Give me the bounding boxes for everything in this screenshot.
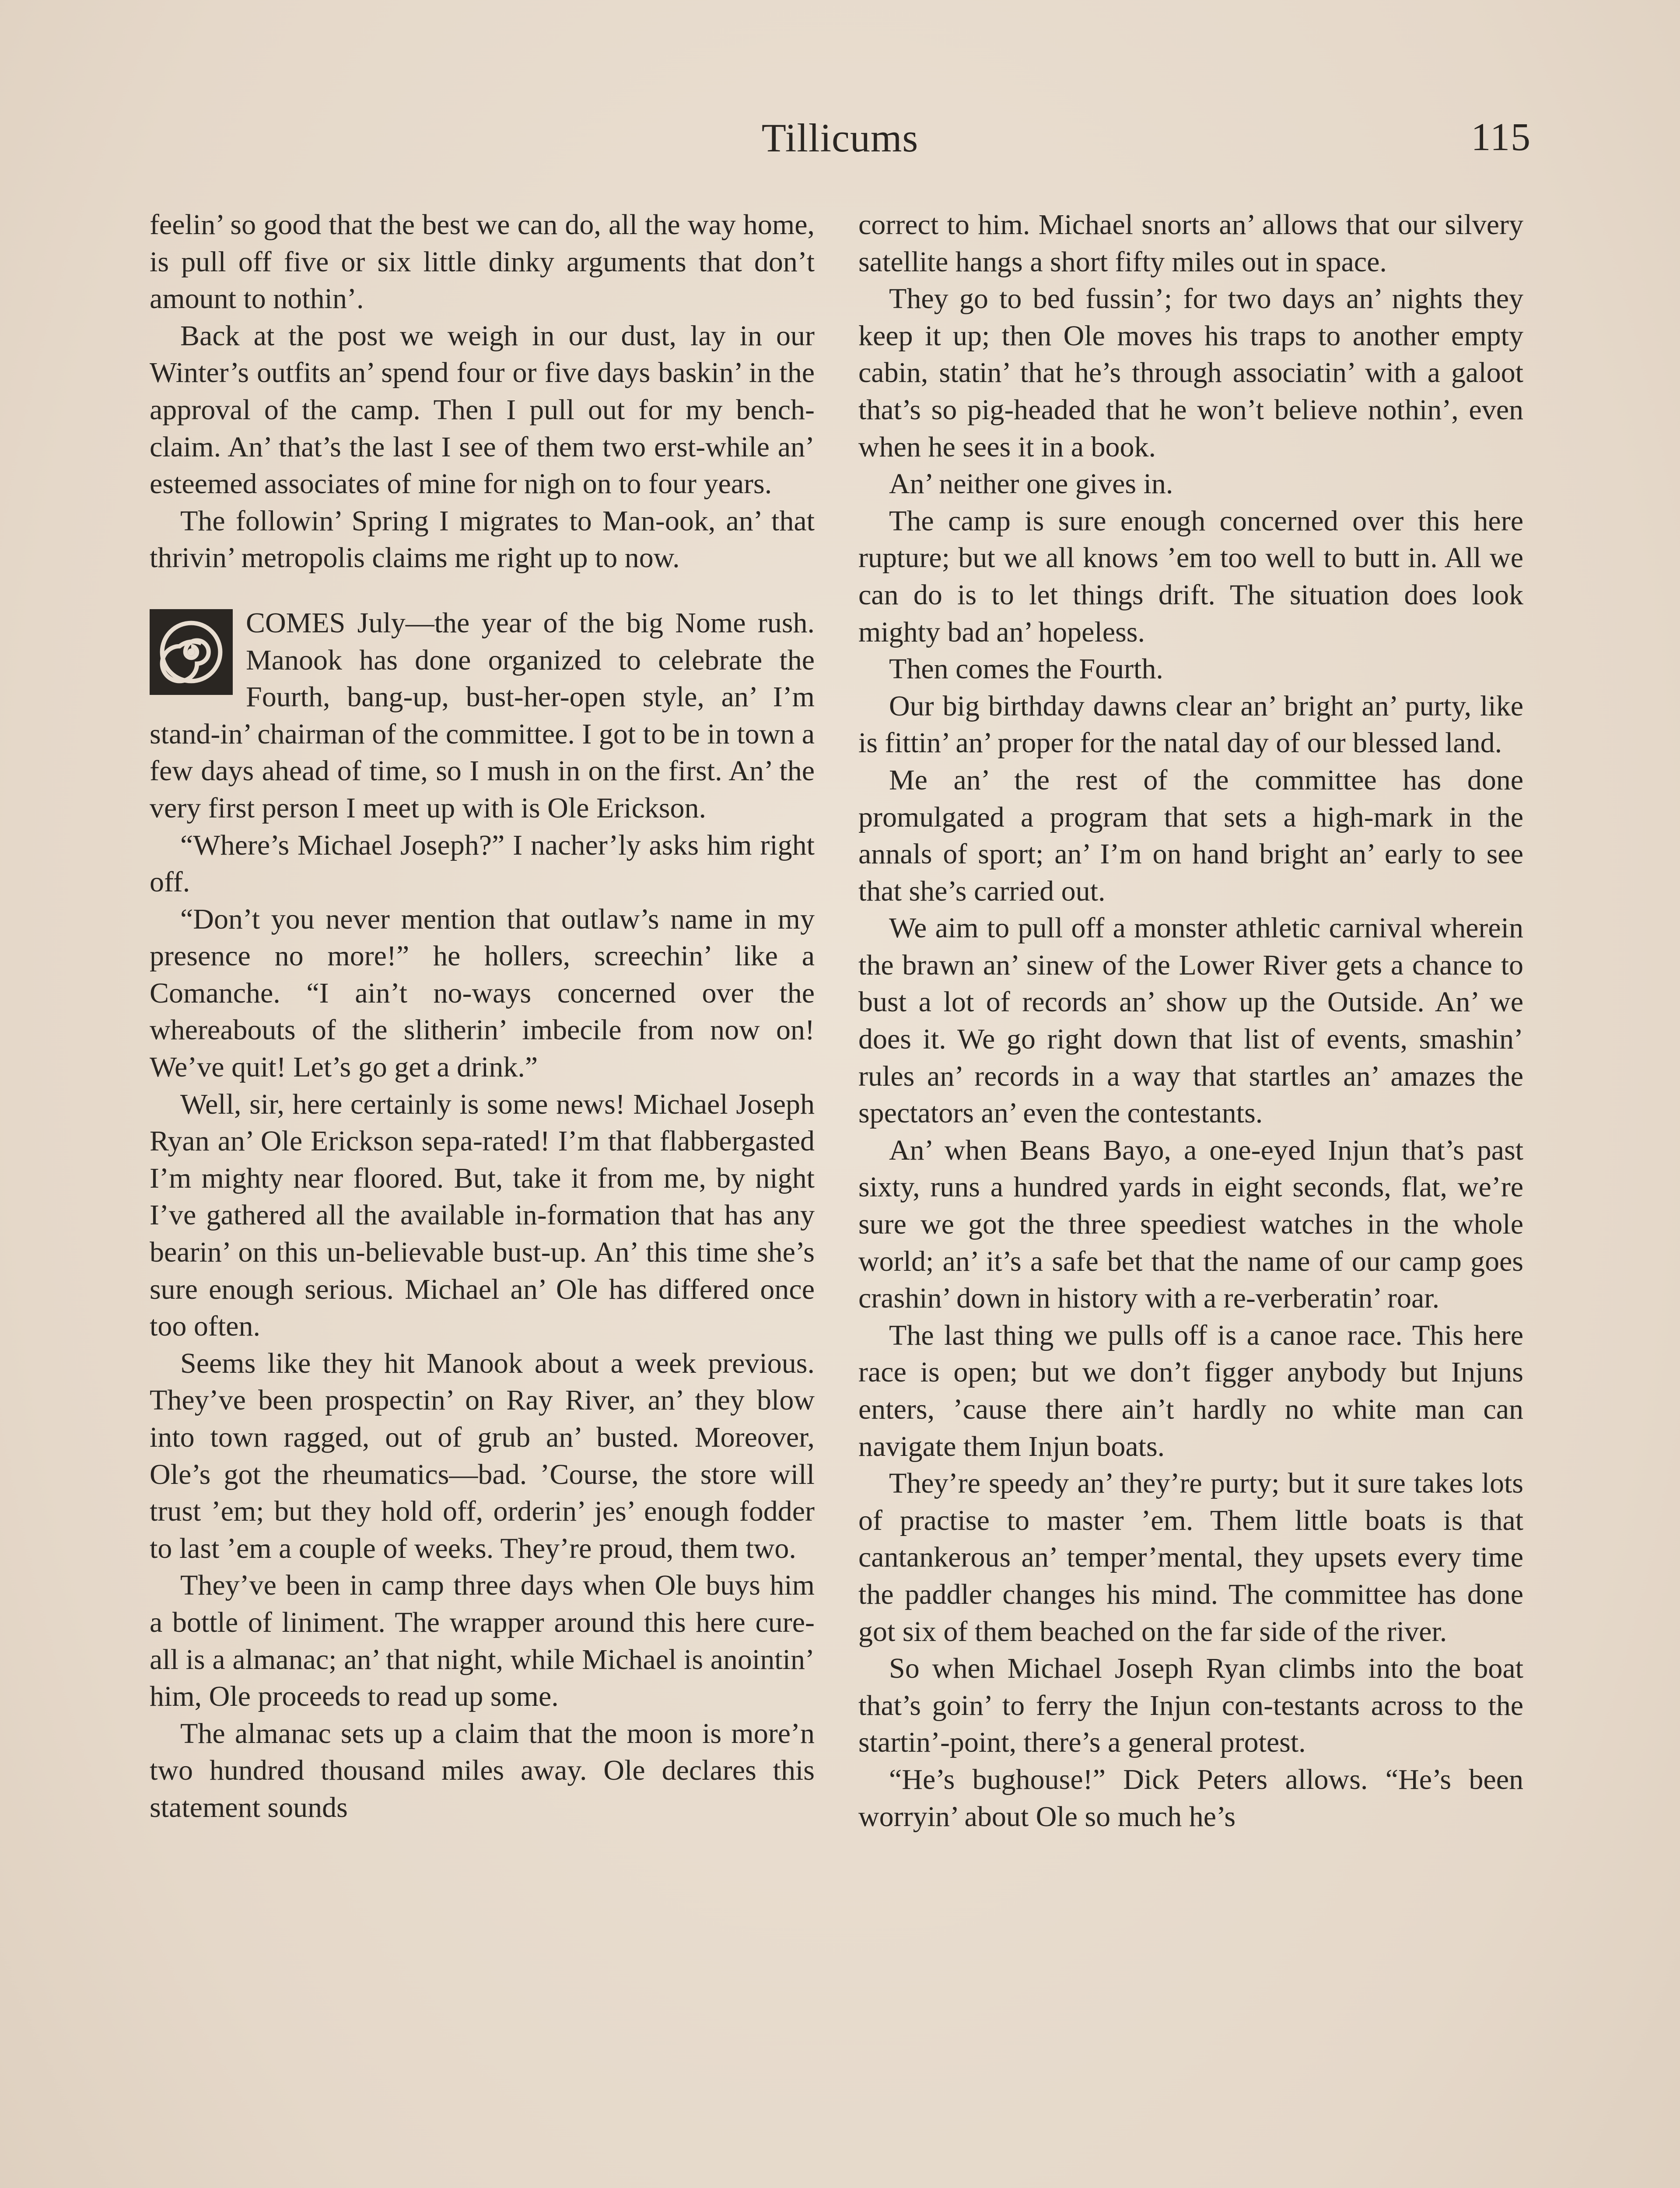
paragraph: An’ when Beans Bayo, a one-eyed Injun that’s past sixty, runs a hundred yards in eight seconds, flat, we’re sure we got the three speediest watches in the whole world; an’ it’s a safe bet that the name of our camp goes crashin’ down in history with a re-verberatin’ roar. xyxy=(858,1134,1523,1315)
paragraph: “Don’t you never mention that outlaw’s name in my presence no more!” he hollers, screechin’ like a Comanche. “I ain’t no-ways concerned over the whereabouts of the slitherin’ imbecile from now on! We’ve quit! Let’s go get a drink.” xyxy=(150,903,815,1083)
paragraph-dropcap: COMES July—the year of the big Nome rush. Manook has done organized to celebrate the Fourth, bang-up, bust-her-open style, an’ I’m stand-in’ chairman of the committee. I got to be in town a few days ahead of time, so I mush in on the first. An’ the very first person I meet up with is Ole Erickson. xyxy=(150,607,815,824)
paragraph: They’ve been in camp three days when Ole buys him a bottle of liniment. The wrapper around this here cure-all is a almanac; an’ that night, while Michael is anointin’ him, Ole proceeds to read up some. xyxy=(150,1569,815,1713)
paragraph: We aim to pull off a monster athletic carnival wherein the brawn an’ sinew of the Lower River gets a chance to bust a lot of records an’ show up the Outside. An’ we does it. We go right down that list of events, smashin’ rules an’ records in a way that startles an’ amazes the spectators an’ even the contestants. xyxy=(858,912,1523,1129)
paragraph: Well, sir, here certainly is some news! Michael Joseph Ryan an’ Ole Erickson sepa-rated! I’m that flabbergasted I’m mighty near floored. But, take it from me, by night I’ve gathered all the available in-formation that has any bearin’ on this un-believable bust-up. An’ this time she’s sure enough serious. Michael an’ Ole has differed once too often. xyxy=(150,1088,815,1343)
running-head-title: Tillicums xyxy=(761,116,919,160)
paragraph: feelin’ so good that the best we can do, all the way home, is pull off five or six little dinky arguments that don’t amount to nothin’. xyxy=(150,209,815,315)
paragraph: So when Michael Joseph Ryan climbs into the boat that’s goin’ to ferry the Injun con-testants across to the startin’-point, there’s a general protest. xyxy=(858,1652,1523,1759)
paragraph: Our big birthday dawns clear an’ bright an’ purty, like is fittin’ an’ proper for the natal day of our blessed land. xyxy=(858,690,1523,759)
page-number: 115 xyxy=(1471,116,1531,159)
paragraph: “He’s bughouse!” Dick Peters allows. “He’s been worryin’ about Ole so much he’s xyxy=(858,1763,1523,1833)
paragraph: Me an’ the rest of the committee has done promulgated a program that sets a high-mark in the annals of sport; an’ I’m on hand bright an’ early to see that she’s carried out. xyxy=(858,764,1523,907)
paragraph: Then comes the Fourth. xyxy=(889,653,1163,685)
right-column xyxy=(858,207,1523,1835)
paragraph: The almanac sets up a claim that the moon is more’n two hundred thousand miles away. Ole declares this statement sounds xyxy=(150,1717,815,1823)
paragraph: They’re speedy an’ they’re purty; but it sure takes lots of practise to master ’em. Them little boats is that cantankerous an’ temper’mental, they upsets every time the paddler changes his mind. The committee has done got six of them beached on the far side of the river. xyxy=(858,1467,1523,1648)
paragraph: The followin’ Spring I migrates to Man-ook, an’ that thrivin’ metropolis claims me right up to now. xyxy=(150,505,815,574)
paragraph: “Where’s Michael Joseph?” I nacher’ly asks him right off. xyxy=(150,829,815,898)
paragraph: An’ neither one gives in. xyxy=(889,468,1173,500)
section-start xyxy=(150,605,815,827)
paragraph: correct to him. Michael snorts an’ allows that our silvery satellite hangs a short fifty miles out in space. xyxy=(858,209,1523,278)
paragraph: The camp is sure enough concerned over this here rupture; but we all knows ’em too well to butt in. All we can do is to let things drift. The situation does look mighty bad an’ hopeless. xyxy=(858,505,1523,648)
paragraph: They go to bed fussin’; for two days an’ nights they keep it up; then Ole moves his traps to another empty cabin, statin’ that he’s through associatin’ with a galoot that’s so pig-headed that he won’t believe nothin’, even when he sees it in a book. xyxy=(858,283,1523,463)
paragraph: Back at the post we weigh in our dust, lay in our Winter’s outfits an’ spend four or five days baskin’ in the approval of the camp. Then I pull out for my bench-claim. An’ that’s the last I see of them two erst-while an’ esteemed associates of mine for nigh on to four years. xyxy=(150,319,815,500)
ornament-spiral-icon xyxy=(150,609,233,695)
left-column xyxy=(150,207,815,1827)
paragraph: The last thing we pulls off is a canoe race. This here race is open; but we don’t figger anybody but Injuns enters, ’cause there ain’t hardly no white man can navigate them Injun boats. xyxy=(858,1319,1523,1462)
paragraph: Seems like they hit Manook about a week previous. They’ve been prospectin’ on Ray River, an’ they blow into town ragged, out of grub an’ busted. Moreover, Ole’s got the rheumatics—bad. ’Course, the store will trust ’em; but they hold off, orderin’ jes’ enough fodder to last ’em a couple of weeks. They’re proud, them two. xyxy=(150,1347,815,1564)
